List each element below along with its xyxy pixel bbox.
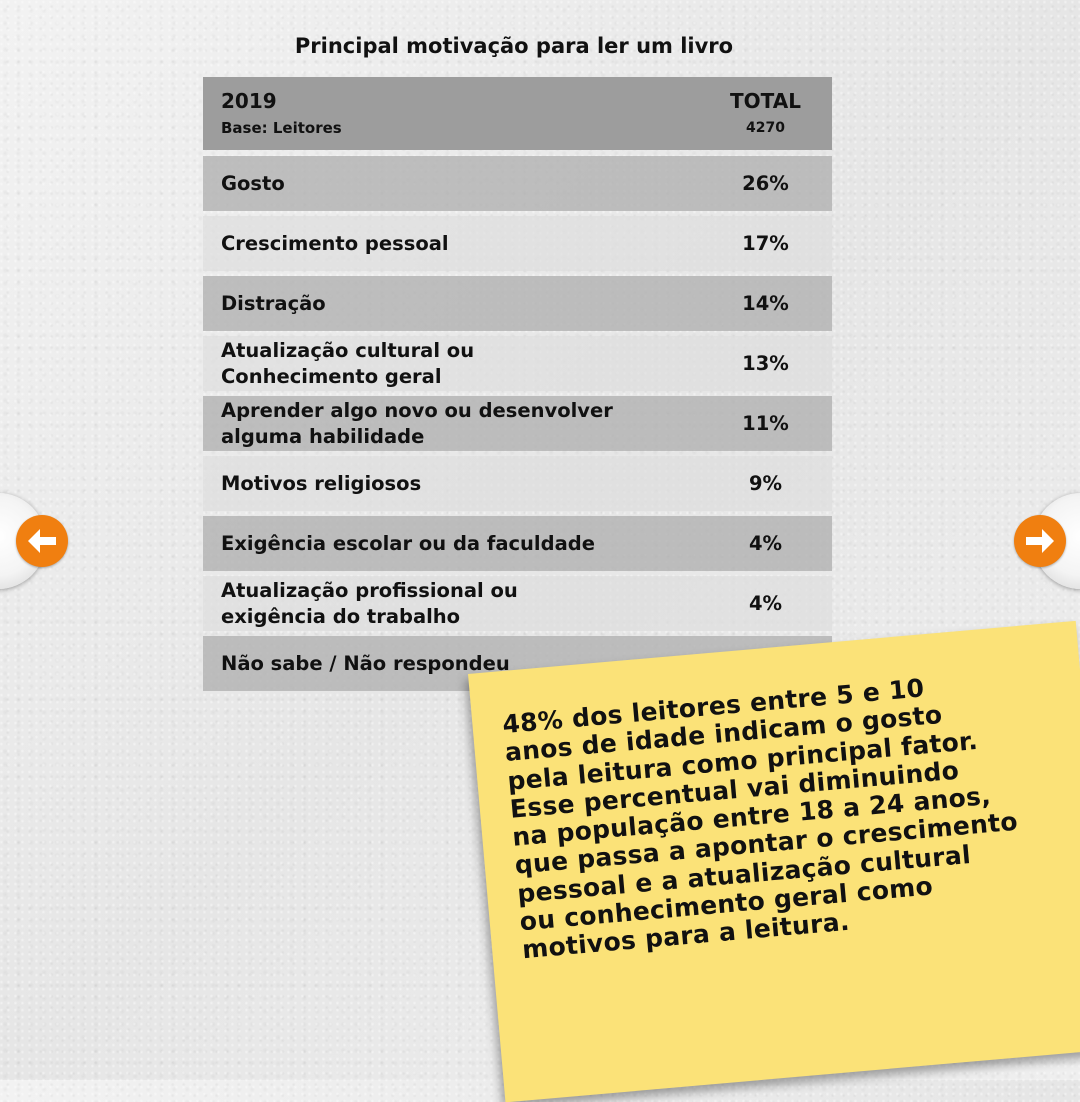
arrow-right-icon[interactable] xyxy=(1014,515,1066,567)
table-row xyxy=(203,276,832,331)
row-label: Não sabe / Não respondeu xyxy=(221,651,510,675)
table-row xyxy=(203,216,832,271)
header-total-n: 4270 xyxy=(746,120,785,136)
row-label: Atualização profissional ou exigência do trabalho xyxy=(221,579,518,628)
sticky-note-text: 48% dos leitores entre 5 e 10 anos de idade indicam o gosto pela leitura como principal fator. Esse percentual vai diminuindo na população entre 18 a 24 anos, que passa a apontar o crescimento pessoal e a atualização cultural ou conhecimento geral como motivos para a leitura. xyxy=(501,673,1019,965)
row-value: 26% xyxy=(742,172,789,195)
table-header xyxy=(203,77,832,150)
row-value: 17% xyxy=(742,232,789,255)
row-label: Crescimento pessoal xyxy=(221,231,449,255)
row-label: Motivos religiosos xyxy=(221,471,422,495)
table-row xyxy=(203,396,832,451)
motivation-table xyxy=(203,77,832,696)
sticky-note xyxy=(468,621,1080,1102)
table-row xyxy=(203,156,832,211)
row-label: Exigência escolar ou da faculdade xyxy=(221,531,595,555)
page-title: Principal motivação para ler um livro xyxy=(294,34,734,58)
arrow-left-icon[interactable] xyxy=(16,515,68,567)
row-value: 14% xyxy=(742,292,789,315)
table-row xyxy=(203,516,832,571)
header-year: 2019 xyxy=(221,89,277,113)
table-row xyxy=(203,576,832,631)
row-value: 13% xyxy=(742,352,789,375)
row-label: Distração xyxy=(221,291,326,315)
prev-slide-button[interactable] xyxy=(0,493,46,589)
row-value: 9% xyxy=(748,472,783,495)
table-row xyxy=(203,336,832,391)
header-base: Base: Leitores xyxy=(221,119,342,137)
row-value: 11% xyxy=(742,412,789,435)
row-label: Gosto xyxy=(221,171,285,195)
header-total-label: TOTAL xyxy=(730,89,801,113)
row-label: Atualização cultural ou Conhecimento geral xyxy=(221,339,475,388)
row-value: 4% xyxy=(748,532,783,555)
row-label: Aprender algo novo ou desenvolver alguma habilidade xyxy=(221,399,613,448)
next-slide-button[interactable] xyxy=(1033,493,1080,589)
table-row xyxy=(203,456,832,511)
row-value: 4% xyxy=(748,592,783,615)
